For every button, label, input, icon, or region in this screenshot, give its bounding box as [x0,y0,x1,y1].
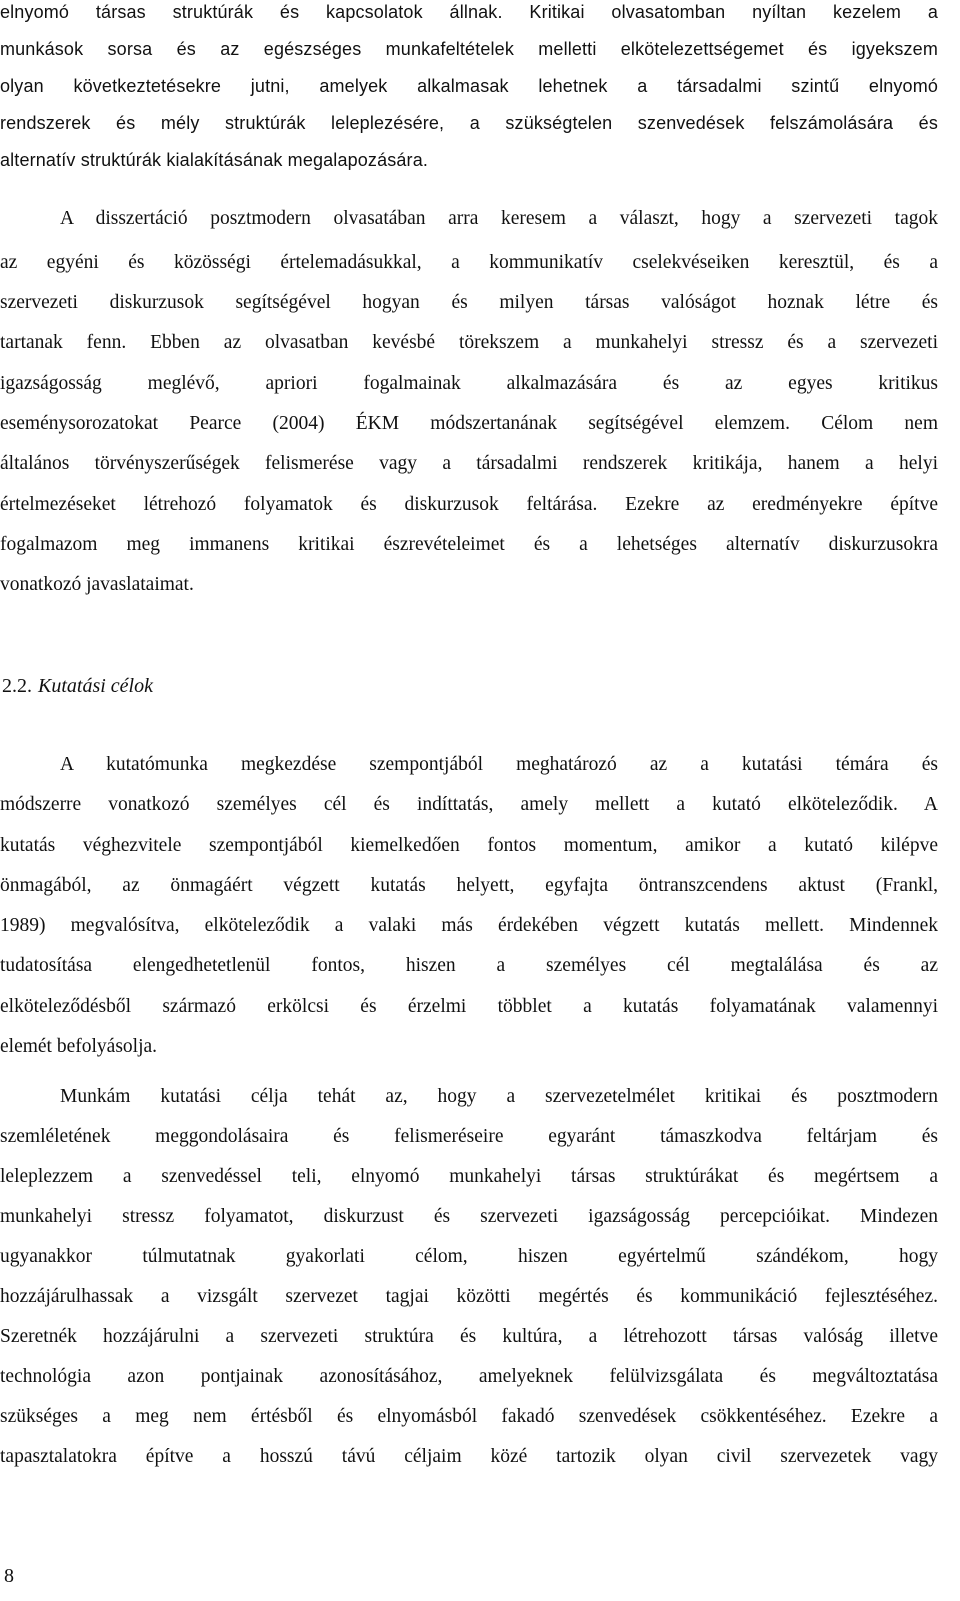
paragraph-2-line-3: szervezeti diskurzusok segítségével hogyan és milyen társas valóságot hoznak létre és [0,292,938,313]
paragraph-3-line-7: elköteleződésből származó erkölcsi és érzelmi többlet a kutatás folyamatának valamennyi [0,996,938,1017]
paragraph-4-line-6: hozzájárulhassak a vizsgált szervezet tagjai közötti megértés és kommunikáció fejlesztéséhez. [0,1286,938,1307]
paragraph-2-line-9: fogalmazom meg immanens kritikai észrevételeimet és a lehetséges alternatív diskurzusokra [0,534,938,555]
paragraph-2-line-7: általános törvényszerűségek felismerése vagy a társadalmi rendszerek kritikája, hanem a helyi [0,453,938,474]
section-number: 2.2. [2,675,32,697]
paragraph-4-line-9: szükséges a meg nem értésből és elnyomásból fakadó szenvedések csökkentéséhez. Ezekre a [0,1406,938,1427]
paragraph-1-line-5: alternatív struktúrák kialakításának megalapozására. [0,150,429,170]
paragraph-3-line-8: elemét befolyásolja. [0,1036,158,1057]
paragraph-2-line-1: A disszertáció posztmodern olvasatában arra keresem a választ, hogy a szervezeti tagok [60,208,938,229]
paragraph-4-line-4: munkahelyi stressz folyamatot, diskurzust és szervezeti igazságosság percepcióikat. Mindezen [0,1206,938,1227]
paragraph-4-line-10: tapasztalatokra építve a hosszú távú céljaim közé tartozik olyan civil szervezetek vagy [0,1446,938,1467]
paragraph-2-line-6: eseménysorozatokat Pearce (2004) ÉKM módszertanának segítségével elemzem. Célom nem [0,413,938,434]
paragraph-3-line-2: módszerre vonatkozó személyes cél és indíttatás, amely mellett a kutató elköteleződik. A [0,794,938,815]
paragraph-4-line-5: ugyanakkor túlmutatnak gyakorlati célom, hiszen egyértelmű szándékom, hogy [0,1246,938,1267]
page-number: 8 [4,1565,14,1587]
paragraph-3-line-1: A kutatómunka megkezdése szempontjából meghatározó az a kutatási témára és [60,754,938,775]
paragraph-3-line-3: kutatás véghezvitele szempontjából kiemelkedően fontos momentum, amikor a kutató kilépve [0,835,938,856]
paragraph-4-line-8: technológia azon pontjainak azonosításához, amelyeknek felülvizsgálata és megváltoztatása [0,1366,938,1387]
paragraph-2-line-2: az egyéni és közösségi értelemadásukkal, a kommunikatív cselekvéseiken keresztül, és a [0,252,938,273]
paragraph-1-line-1: elnyomó társas struktúrák és kapcsolatok állnak. Kritikai olvasatomban nyíltan kezelem a [0,2,938,22]
paragraph-4-line-1: Munkám kutatási célja tehát az, hogy a szervezetelmélet kritikai és posztmodern [60,1086,938,1107]
paragraph-1-line-3: olyan következtetésekre jutni, amelyek alkalmasak lehetnek a társadalmi szintű elnyomó [0,76,938,96]
paragraph-4-line-2: szemléletének meggondolásaira és felismeréseire egyaránt támaszkodva feltárjam és [0,1126,938,1147]
section-heading [2,668,960,705]
paragraph-4-line-3: leleplezzem a szenvedéssel teli, elnyomó munkahelyi társas struktúrákat és megértsem a [0,1166,938,1187]
paragraph-2-line-4: tartanak fenn. Ebben az olvasatban kevésbé törekszem a munkahelyi stressz és a szervezeti [0,332,938,353]
section-title: Kutatási célok [38,675,153,697]
paragraph-2-line-5: igazságosság meglévő, apriori fogalmainak alkalmazására és az egyes kritikus [0,373,938,394]
paragraph-3-line-5: 1989) megvalósítva, elköteleződik a valaki más érdekében végzett kutatás mellett. Mindennek [0,915,938,936]
paragraph-4-line-7: Szeretnék hozzájárulni a szervezeti struktúra és kultúra, a létrehozott társas valóság illetve [0,1326,938,1347]
paragraph-1-line-2: munkások sorsa és az egészséges munkafeltételek melletti elkötelezettségemet és igyekszem [0,39,938,59]
paragraph-3-line-6: tudatosítása elengedhetetlenül fontos, hiszen a személyes cél megtalálása és az [0,955,938,976]
paragraph-2-line-8: értelmezéseket létrehozó folyamatok és diskurzusok feltárása. Ezekre az eredményekre építve [0,494,938,515]
paragraph-3-line-4: önmagából, az önmagáért végzett kutatás helyett, egyfajta öntranszcendens aktust (Frankl, [0,875,938,896]
paragraph-1-line-4: rendszerek és mély struktúrák leleplezésére, a szükségtelen szenvedések felszámolására és [0,113,938,133]
paragraph-2-line-10: vonatkozó javaslataimat. [0,574,194,595]
